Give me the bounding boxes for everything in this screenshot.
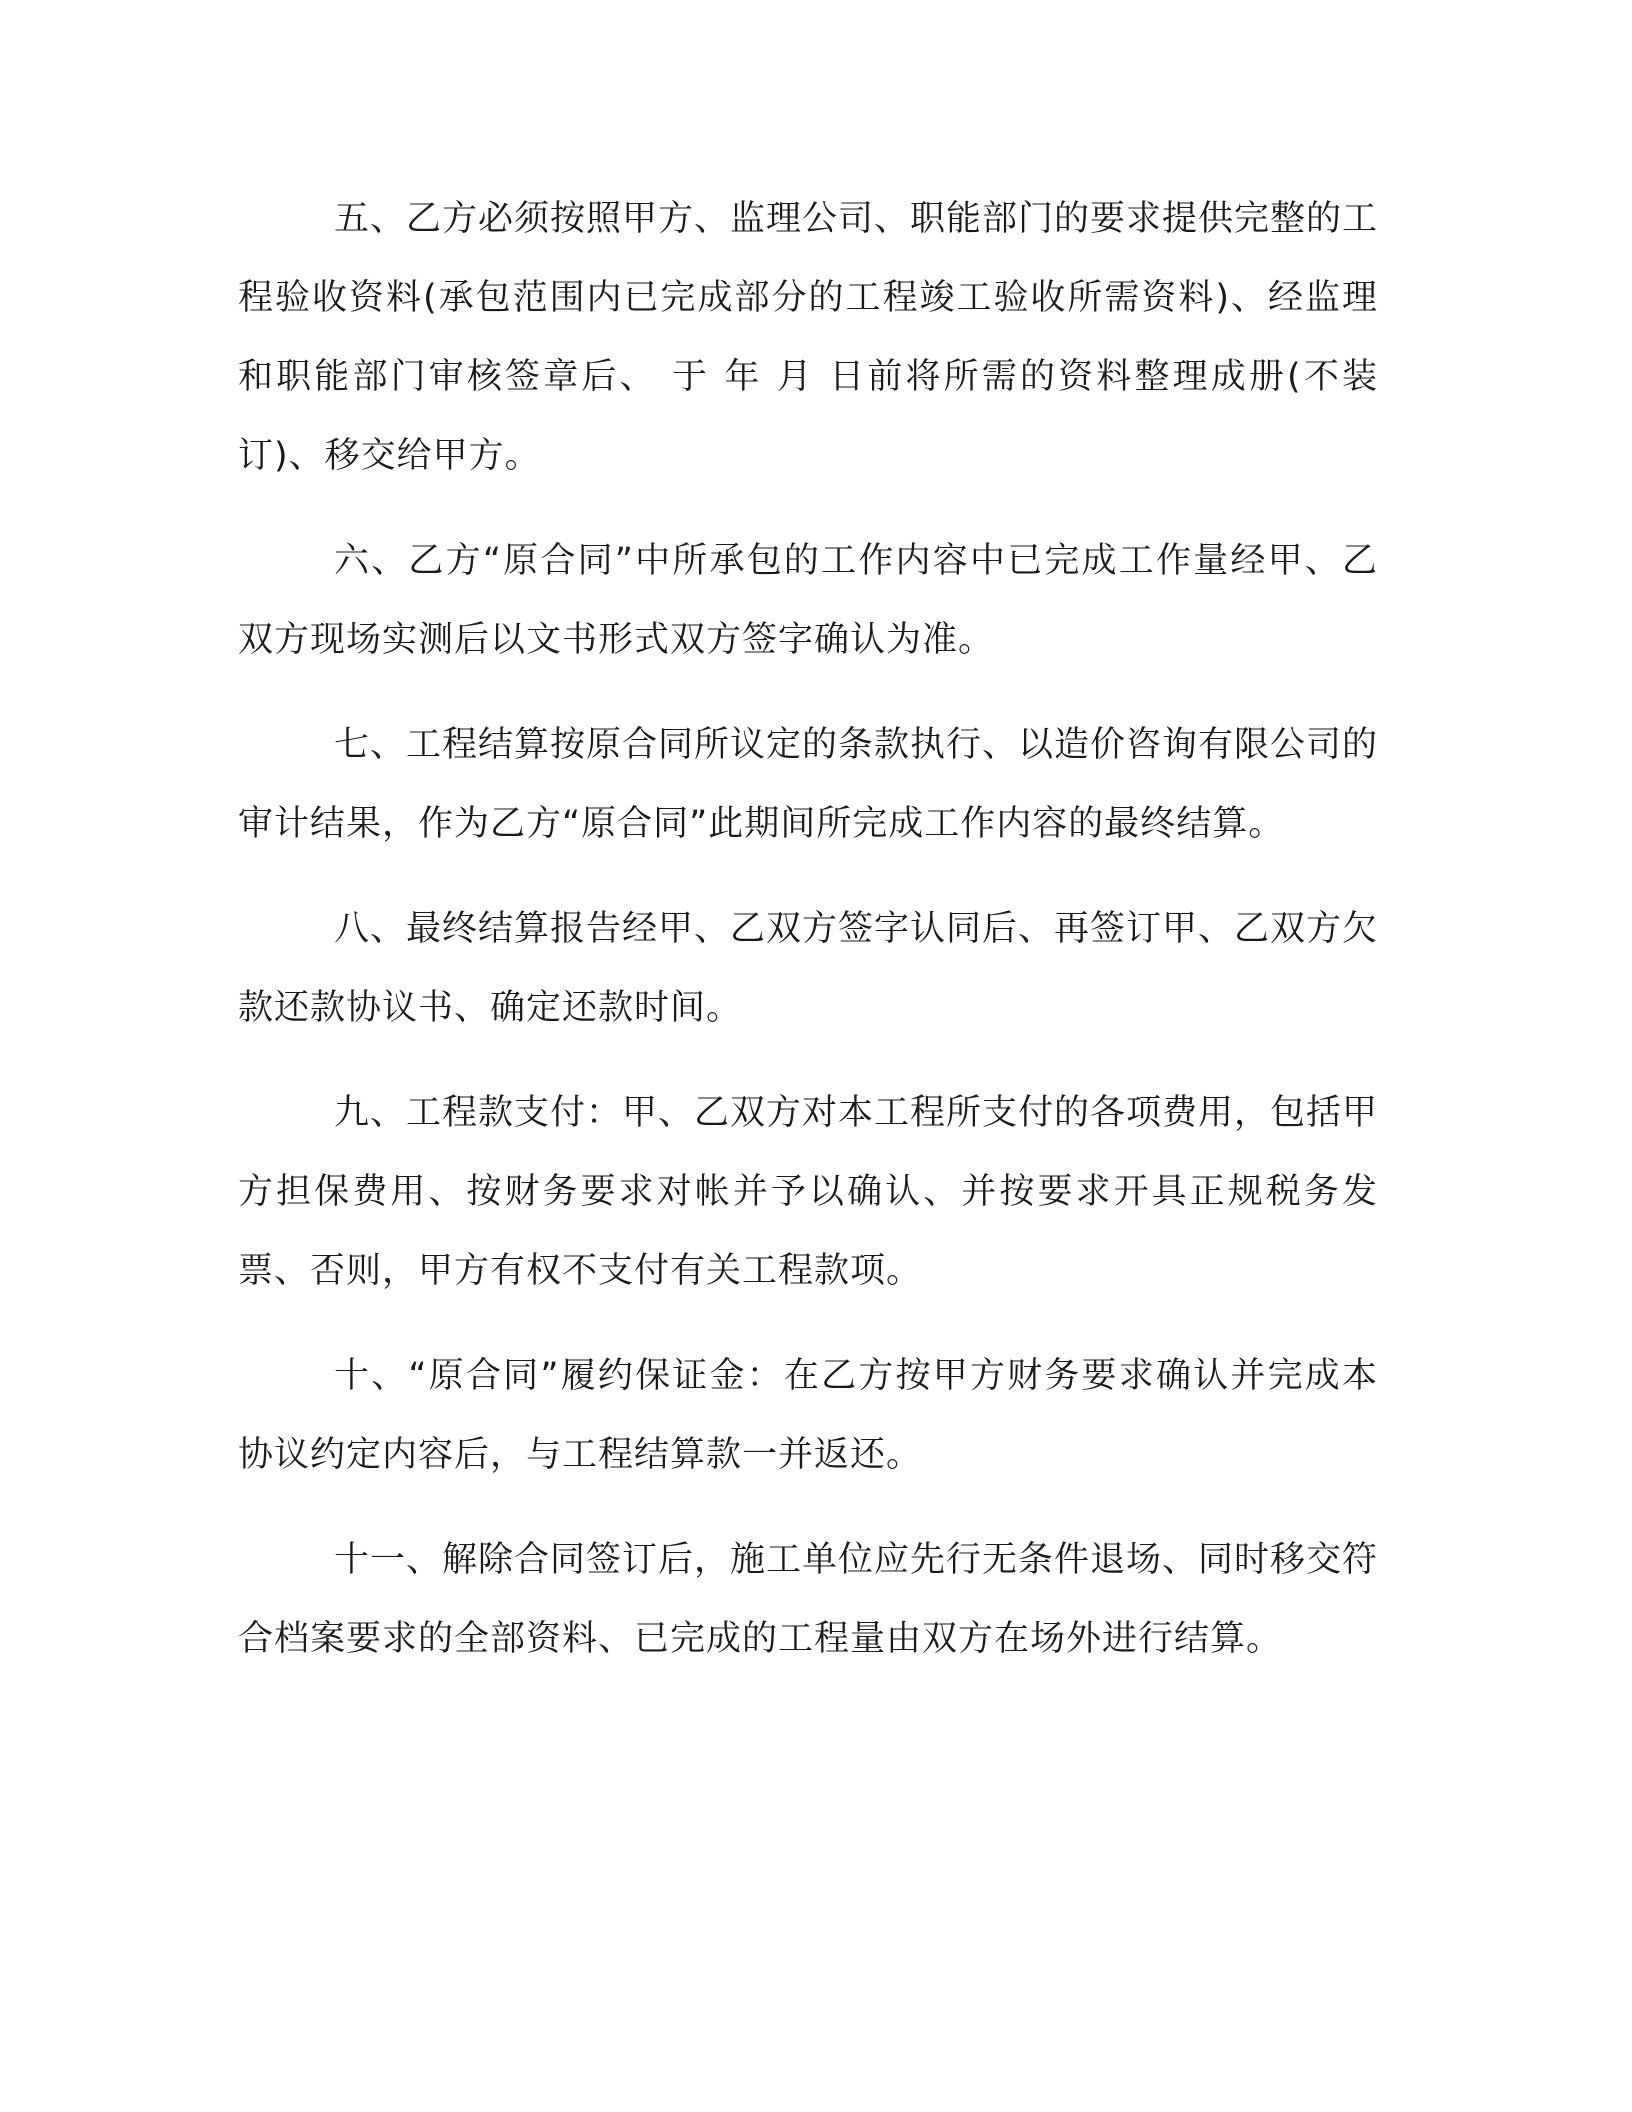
clause-11: 十一、解除合同签订后，施工单位应先行无条件退场、同时移交符合档案要求的全部资料、已完成的工程量由双方在场外进行结算。 bbox=[238, 1540, 1379, 1659]
clause-10: 十、“原合同”履约保证金：在乙方按甲方财务要求确认并完成本协议约定内容后，与工程结算款一并返还。 bbox=[238, 1356, 1378, 1475]
clause-7: 七、工程结算按原合同所议定的条款执行、以造价咨询有限公司的审计结果，作为乙方“原合同”此期间所完成工作内容的最终结算。 bbox=[238, 725, 1379, 844]
document-body bbox=[238, 180, 1378, 1705]
clause-9: 九、工程款支付：甲、乙双方对本工程所支付的各项费用，包括甲方担保费用、按财务要求对帐并予以确认、并按要求开具正规税务发票、否则，甲方有权不支付有关工程款项。 bbox=[238, 1093, 1379, 1291]
clause-6: 六、乙方“原合同”中所承包的工作内容中已完成工作量经甲、乙双方现场实测后以文书形式双方签字确认为准。 bbox=[238, 541, 1378, 660]
clause-8: 八、最终结算报告经甲、乙双方签字认同后、再签订甲、乙双方欠款还款协议书、确定还款时间。 bbox=[238, 909, 1379, 1028]
clause-5: 五、乙方必须按照甲方、监理公司、职能部门的要求提供完整的工程验收资料(承包范围内已完成部分的工程竣工验收所需资料)、经监理和职能部门审核签章后、 于 年 月 日前将所需的资料整理成册(不装订)、移交给甲方。 bbox=[238, 199, 1379, 476]
